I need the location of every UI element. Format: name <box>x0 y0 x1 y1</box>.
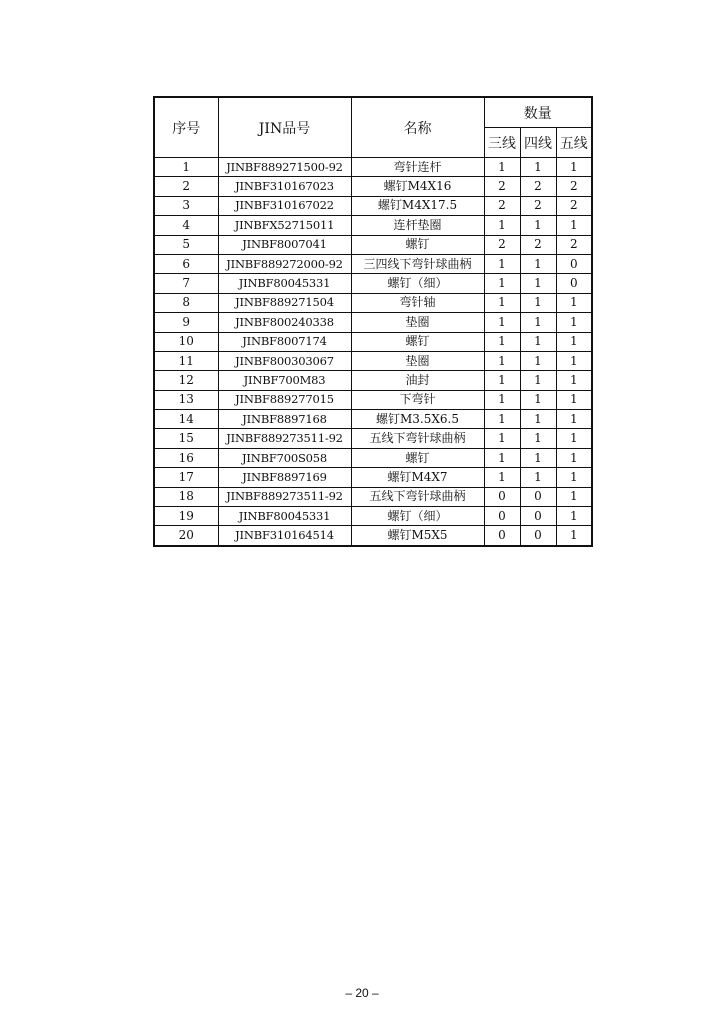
cell-part-name: 垫圈 <box>351 351 484 370</box>
cell-qty-three-thread: 1 <box>484 468 520 487</box>
table-row <box>154 158 592 177</box>
cell-qty-three-thread: 1 <box>484 390 520 409</box>
cell-part-name: 弯针轴 <box>351 293 484 312</box>
cell-qty-five-thread: 0 <box>556 254 592 273</box>
cell-qty-three-thread: 0 <box>484 487 520 506</box>
cell-part-code: JINBF310164514 <box>218 526 351 546</box>
table-row <box>154 274 592 293</box>
cell-part-code: JINBF310167023 <box>218 177 351 196</box>
cell-seq: 10 <box>154 332 218 351</box>
cell-qty-four-thread: 1 <box>520 332 556 351</box>
cell-seq: 18 <box>154 487 218 506</box>
cell-qty-four-thread: 1 <box>520 371 556 390</box>
cell-qty-five-thread: 1 <box>556 390 592 409</box>
cell-qty-four-thread: 1 <box>520 351 556 370</box>
cell-seq: 8 <box>154 293 218 312</box>
cell-qty-five-thread: 1 <box>556 351 592 370</box>
cell-part-name: 连杆垫圈 <box>351 216 484 235</box>
cell-part-name: 五线下弯针球曲柄 <box>351 429 484 448</box>
table-row <box>154 448 592 467</box>
cell-qty-five-thread: 2 <box>556 177 592 196</box>
cell-qty-four-thread: 1 <box>520 390 556 409</box>
header-four-thread: 四线 <box>520 128 556 158</box>
cell-part-code: JINBF889272000-92 <box>218 254 351 273</box>
cell-qty-four-thread: 2 <box>520 235 556 254</box>
cell-qty-five-thread: 1 <box>556 216 592 235</box>
cell-qty-five-thread: 2 <box>556 235 592 254</box>
table-row <box>154 371 592 390</box>
cell-seq: 20 <box>154 526 218 546</box>
cell-qty-three-thread: 1 <box>484 274 520 293</box>
cell-qty-five-thread: 1 <box>556 468 592 487</box>
cell-qty-five-thread: 2 <box>556 196 592 215</box>
cell-qty-three-thread: 0 <box>484 526 520 546</box>
cell-qty-four-thread: 0 <box>520 487 556 506</box>
cell-part-code: JINBF80045331 <box>218 507 351 526</box>
cell-part-code: JINBF800303067 <box>218 351 351 370</box>
header-five-thread: 五线 <box>556 128 592 158</box>
cell-part-code: JINBF889273511-92 <box>218 487 351 506</box>
cell-part-name: 螺钉M5X5 <box>351 526 484 546</box>
cell-part-code: JINBF700M83 <box>218 371 351 390</box>
parts-table <box>153 96 593 547</box>
cell-qty-five-thread: 1 <box>556 448 592 467</box>
cell-qty-four-thread: 2 <box>520 177 556 196</box>
cell-qty-three-thread: 1 <box>484 448 520 467</box>
cell-seq: 7 <box>154 274 218 293</box>
cell-qty-three-thread: 1 <box>484 158 520 177</box>
table-row <box>154 293 592 312</box>
cell-seq: 19 <box>154 507 218 526</box>
cell-seq: 3 <box>154 196 218 215</box>
cell-qty-three-thread: 1 <box>484 216 520 235</box>
cell-qty-three-thread: 1 <box>484 351 520 370</box>
cell-seq: 14 <box>154 410 218 429</box>
cell-part-code: JINBF8007174 <box>218 332 351 351</box>
table-row <box>154 313 592 332</box>
header-name: 名称 <box>351 97 484 158</box>
cell-qty-five-thread: 1 <box>556 487 592 506</box>
cell-seq: 15 <box>154 429 218 448</box>
cell-qty-four-thread: 1 <box>520 448 556 467</box>
cell-seq: 13 <box>154 390 218 409</box>
cell-part-name: 下弯针 <box>351 390 484 409</box>
cell-part-name: 螺钉M4X17.5 <box>351 196 484 215</box>
cell-part-name: 三四线下弯针球曲柄 <box>351 254 484 273</box>
cell-part-code: JINBF80045331 <box>218 274 351 293</box>
table-row <box>154 429 592 448</box>
cell-part-name: 螺钉 <box>351 332 484 351</box>
cell-part-code: JINBF889271500-92 <box>218 158 351 177</box>
header-three-thread: 三线 <box>484 128 520 158</box>
table-row <box>154 177 592 196</box>
table-row <box>154 254 592 273</box>
cell-qty-five-thread: 0 <box>556 274 592 293</box>
cell-qty-four-thread: 1 <box>520 293 556 312</box>
table-row <box>154 390 592 409</box>
header-quantity: 数量 <box>484 97 592 128</box>
table-row <box>154 332 592 351</box>
cell-part-name: 螺钉M4X7 <box>351 468 484 487</box>
cell-seq: 6 <box>154 254 218 273</box>
cell-part-code: JINBF800240338 <box>218 313 351 332</box>
table-row <box>154 216 592 235</box>
header-seq: 序号 <box>154 97 218 158</box>
header-code: JIN品号 <box>218 97 351 158</box>
cell-part-code: JINBF700S058 <box>218 448 351 467</box>
table-row <box>154 410 592 429</box>
cell-qty-three-thread: 1 <box>484 371 520 390</box>
cell-seq: 12 <box>154 371 218 390</box>
cell-part-code: JINBF8007041 <box>218 235 351 254</box>
cell-qty-five-thread: 1 <box>556 371 592 390</box>
cell-part-name: 螺钉M4X16 <box>351 177 484 196</box>
cell-seq: 2 <box>154 177 218 196</box>
table-row <box>154 196 592 215</box>
cell-qty-four-thread: 1 <box>520 254 556 273</box>
cell-part-name: 弯针连杆 <box>351 158 484 177</box>
cell-seq: 5 <box>154 235 218 254</box>
cell-qty-three-thread: 1 <box>484 293 520 312</box>
cell-qty-three-thread: 0 <box>484 507 520 526</box>
cell-qty-three-thread: 2 <box>484 177 520 196</box>
cell-qty-five-thread: 1 <box>556 158 592 177</box>
cell-part-name: 螺钉（细） <box>351 507 484 526</box>
cell-qty-four-thread: 1 <box>520 468 556 487</box>
cell-part-name: 油封 <box>351 371 484 390</box>
cell-qty-three-thread: 2 <box>484 235 520 254</box>
cell-part-code: JINBFX52715011 <box>218 216 351 235</box>
cell-qty-four-thread: 2 <box>520 196 556 215</box>
cell-part-name: 螺钉 <box>351 448 484 467</box>
cell-part-name: 螺钉M3.5X6.5 <box>351 410 484 429</box>
cell-part-code: JINBF889277015 <box>218 390 351 409</box>
table-row <box>154 507 592 526</box>
cell-seq: 17 <box>154 468 218 487</box>
cell-qty-three-thread: 1 <box>484 313 520 332</box>
cell-qty-four-thread: 1 <box>520 216 556 235</box>
cell-seq: 11 <box>154 351 218 370</box>
table-row <box>154 468 592 487</box>
cell-qty-five-thread: 1 <box>556 429 592 448</box>
cell-qty-four-thread: 1 <box>520 158 556 177</box>
table-row <box>154 526 592 546</box>
table-row <box>154 487 592 506</box>
cell-qty-five-thread: 1 <box>556 293 592 312</box>
cell-qty-three-thread: 1 <box>484 332 520 351</box>
cell-part-name: 螺钉（细） <box>351 274 484 293</box>
cell-qty-five-thread: 1 <box>556 526 592 546</box>
cell-seq: 1 <box>154 158 218 177</box>
cell-qty-five-thread: 1 <box>556 313 592 332</box>
cell-part-name: 五线下弯针球曲柄 <box>351 487 484 506</box>
cell-qty-four-thread: 1 <box>520 313 556 332</box>
cell-qty-three-thread: 1 <box>484 410 520 429</box>
cell-part-code: JINBF889273511-92 <box>218 429 351 448</box>
cell-part-code: JINBF8897168 <box>218 410 351 429</box>
cell-qty-three-thread: 1 <box>484 254 520 273</box>
cell-part-name: 垫圈 <box>351 313 484 332</box>
cell-part-code: JINBF310167022 <box>218 196 351 215</box>
cell-qty-three-thread: 1 <box>484 429 520 448</box>
cell-qty-five-thread: 1 <box>556 507 592 526</box>
cell-seq: 16 <box>154 448 218 467</box>
cell-seq: 4 <box>154 216 218 235</box>
table-row <box>154 235 592 254</box>
cell-qty-five-thread: 1 <box>556 410 592 429</box>
cell-qty-five-thread: 1 <box>556 332 592 351</box>
cell-part-code: JINBF889271504 <box>218 293 351 312</box>
cell-qty-four-thread: 1 <box>520 410 556 429</box>
cell-qty-four-thread: 1 <box>520 429 556 448</box>
cell-qty-three-thread: 2 <box>484 196 520 215</box>
cell-part-name: 螺钉 <box>351 235 484 254</box>
cell-part-code: JINBF8897169 <box>218 468 351 487</box>
table-body <box>154 158 592 546</box>
page-number: – 20 – <box>345 986 379 1000</box>
cell-seq: 9 <box>154 313 218 332</box>
cell-qty-four-thread: 0 <box>520 526 556 546</box>
cell-qty-four-thread: 1 <box>520 274 556 293</box>
cell-qty-four-thread: 0 <box>520 507 556 526</box>
table-row <box>154 351 592 370</box>
